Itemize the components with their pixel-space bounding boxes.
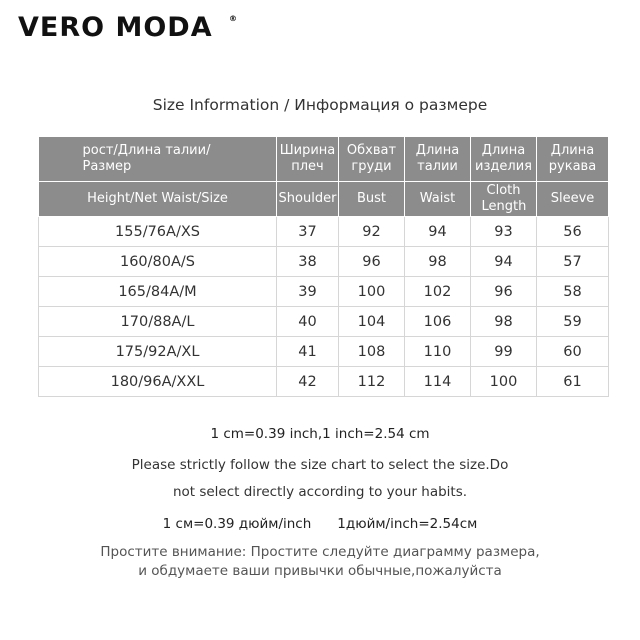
table-row [39, 337, 609, 367]
shoulder-cell: 39 [277, 277, 339, 307]
length-cell: 99 [471, 337, 537, 367]
bust-cell: 112 [339, 367, 405, 397]
sleeve-cell: 56 [537, 217, 609, 247]
sleeve-cell: 61 [537, 367, 609, 397]
waist-cell: 94 [405, 217, 471, 247]
waist-cell: 110 [405, 337, 471, 367]
sleeve-cell: 59 [537, 307, 609, 337]
length-cell: 100 [471, 367, 537, 397]
table-row [39, 367, 609, 397]
length-cell: 94 [471, 247, 537, 277]
size-cell: 165/84A/M [39, 277, 277, 307]
size-table [38, 136, 609, 397]
registered-mark: ® [229, 14, 237, 23]
header-ru-length: Длина изделия [471, 137, 537, 182]
waist-cell: 98 [405, 247, 471, 277]
sleeve-cell: 60 [537, 337, 609, 367]
shoulder-cell: 37 [277, 217, 339, 247]
follow-chart-note-line2: not select directly according to your habits. [172, 484, 468, 500]
size-cell: 155/76A/XS [39, 217, 277, 247]
bust-cell: 108 [339, 337, 405, 367]
sleeve-cell: 58 [537, 277, 609, 307]
shoulder-cell: 40 [277, 307, 339, 337]
cm-conversion-note: 1 cm=0.39 inch,1 inch=2.54 cm [210, 426, 430, 442]
header-ru-bust: Обхват груди [339, 137, 405, 182]
length-cell: 96 [471, 277, 537, 307]
header-en-sleeve: Sleeve [537, 182, 609, 217]
header-en-shoulder: Shoulder [277, 182, 339, 217]
header-ru-shoulder: Ширина плеч [277, 137, 339, 182]
header-en-length: Cloth Length [471, 182, 537, 217]
table-row [39, 277, 609, 307]
size-cell: 180/96A/XXL [39, 367, 277, 397]
ru-cm-conversion-part2: 1дюйм/inch=2.54см [337, 516, 478, 532]
length-cell: 93 [471, 217, 537, 247]
bust-cell: 104 [339, 307, 405, 337]
follow-chart-note-line1: Please strictly follow the size chart to select the size.Do [131, 457, 509, 473]
waist-cell: 106 [405, 307, 471, 337]
ru-cm-conversion-note [0, 516, 640, 532]
shoulder-cell: 42 [277, 367, 339, 397]
waist-cell: 102 [405, 277, 471, 307]
bust-cell: 96 [339, 247, 405, 277]
header-row-russian [39, 137, 609, 182]
header-row-english [39, 182, 609, 217]
header-en-height: Height/Net Waist/Size [39, 182, 277, 217]
waist-cell: 114 [405, 367, 471, 397]
table-row [39, 247, 609, 277]
size-cell: 160/80A/S [39, 247, 277, 277]
length-cell: 98 [471, 307, 537, 337]
brand-logo: VERO MODA [18, 12, 213, 43]
shoulder-cell: 41 [277, 337, 339, 367]
page-title: Size Information / Информация о размере [152, 96, 488, 114]
header-ru-sleeve: Длина рукава [537, 137, 609, 182]
table-row [39, 307, 609, 337]
header-ru-waist: Длина талии [405, 137, 471, 182]
sleeve-cell: 57 [537, 247, 609, 277]
ru-cm-conversion-part1: 1 см=0.39 дюйм/inch [162, 516, 312, 532]
shoulder-cell: 38 [277, 247, 339, 277]
table-row [39, 217, 609, 247]
header-en-waist: Waist [405, 182, 471, 217]
header-ru-height: рост/Длина талии/Размер [39, 137, 277, 182]
ru-note-line2: и обдумаете ваши привычки обычные,пожалуйста [138, 563, 502, 579]
header-en-bust: Bust [339, 182, 405, 217]
size-cell: 175/92A/XL [39, 337, 277, 367]
ru-note-line1: Простите внимание: Простите следуйте диаграмму размера, [100, 544, 540, 560]
bust-cell: 92 [339, 217, 405, 247]
bust-cell: 100 [339, 277, 405, 307]
size-cell: 170/88A/L [39, 307, 277, 337]
